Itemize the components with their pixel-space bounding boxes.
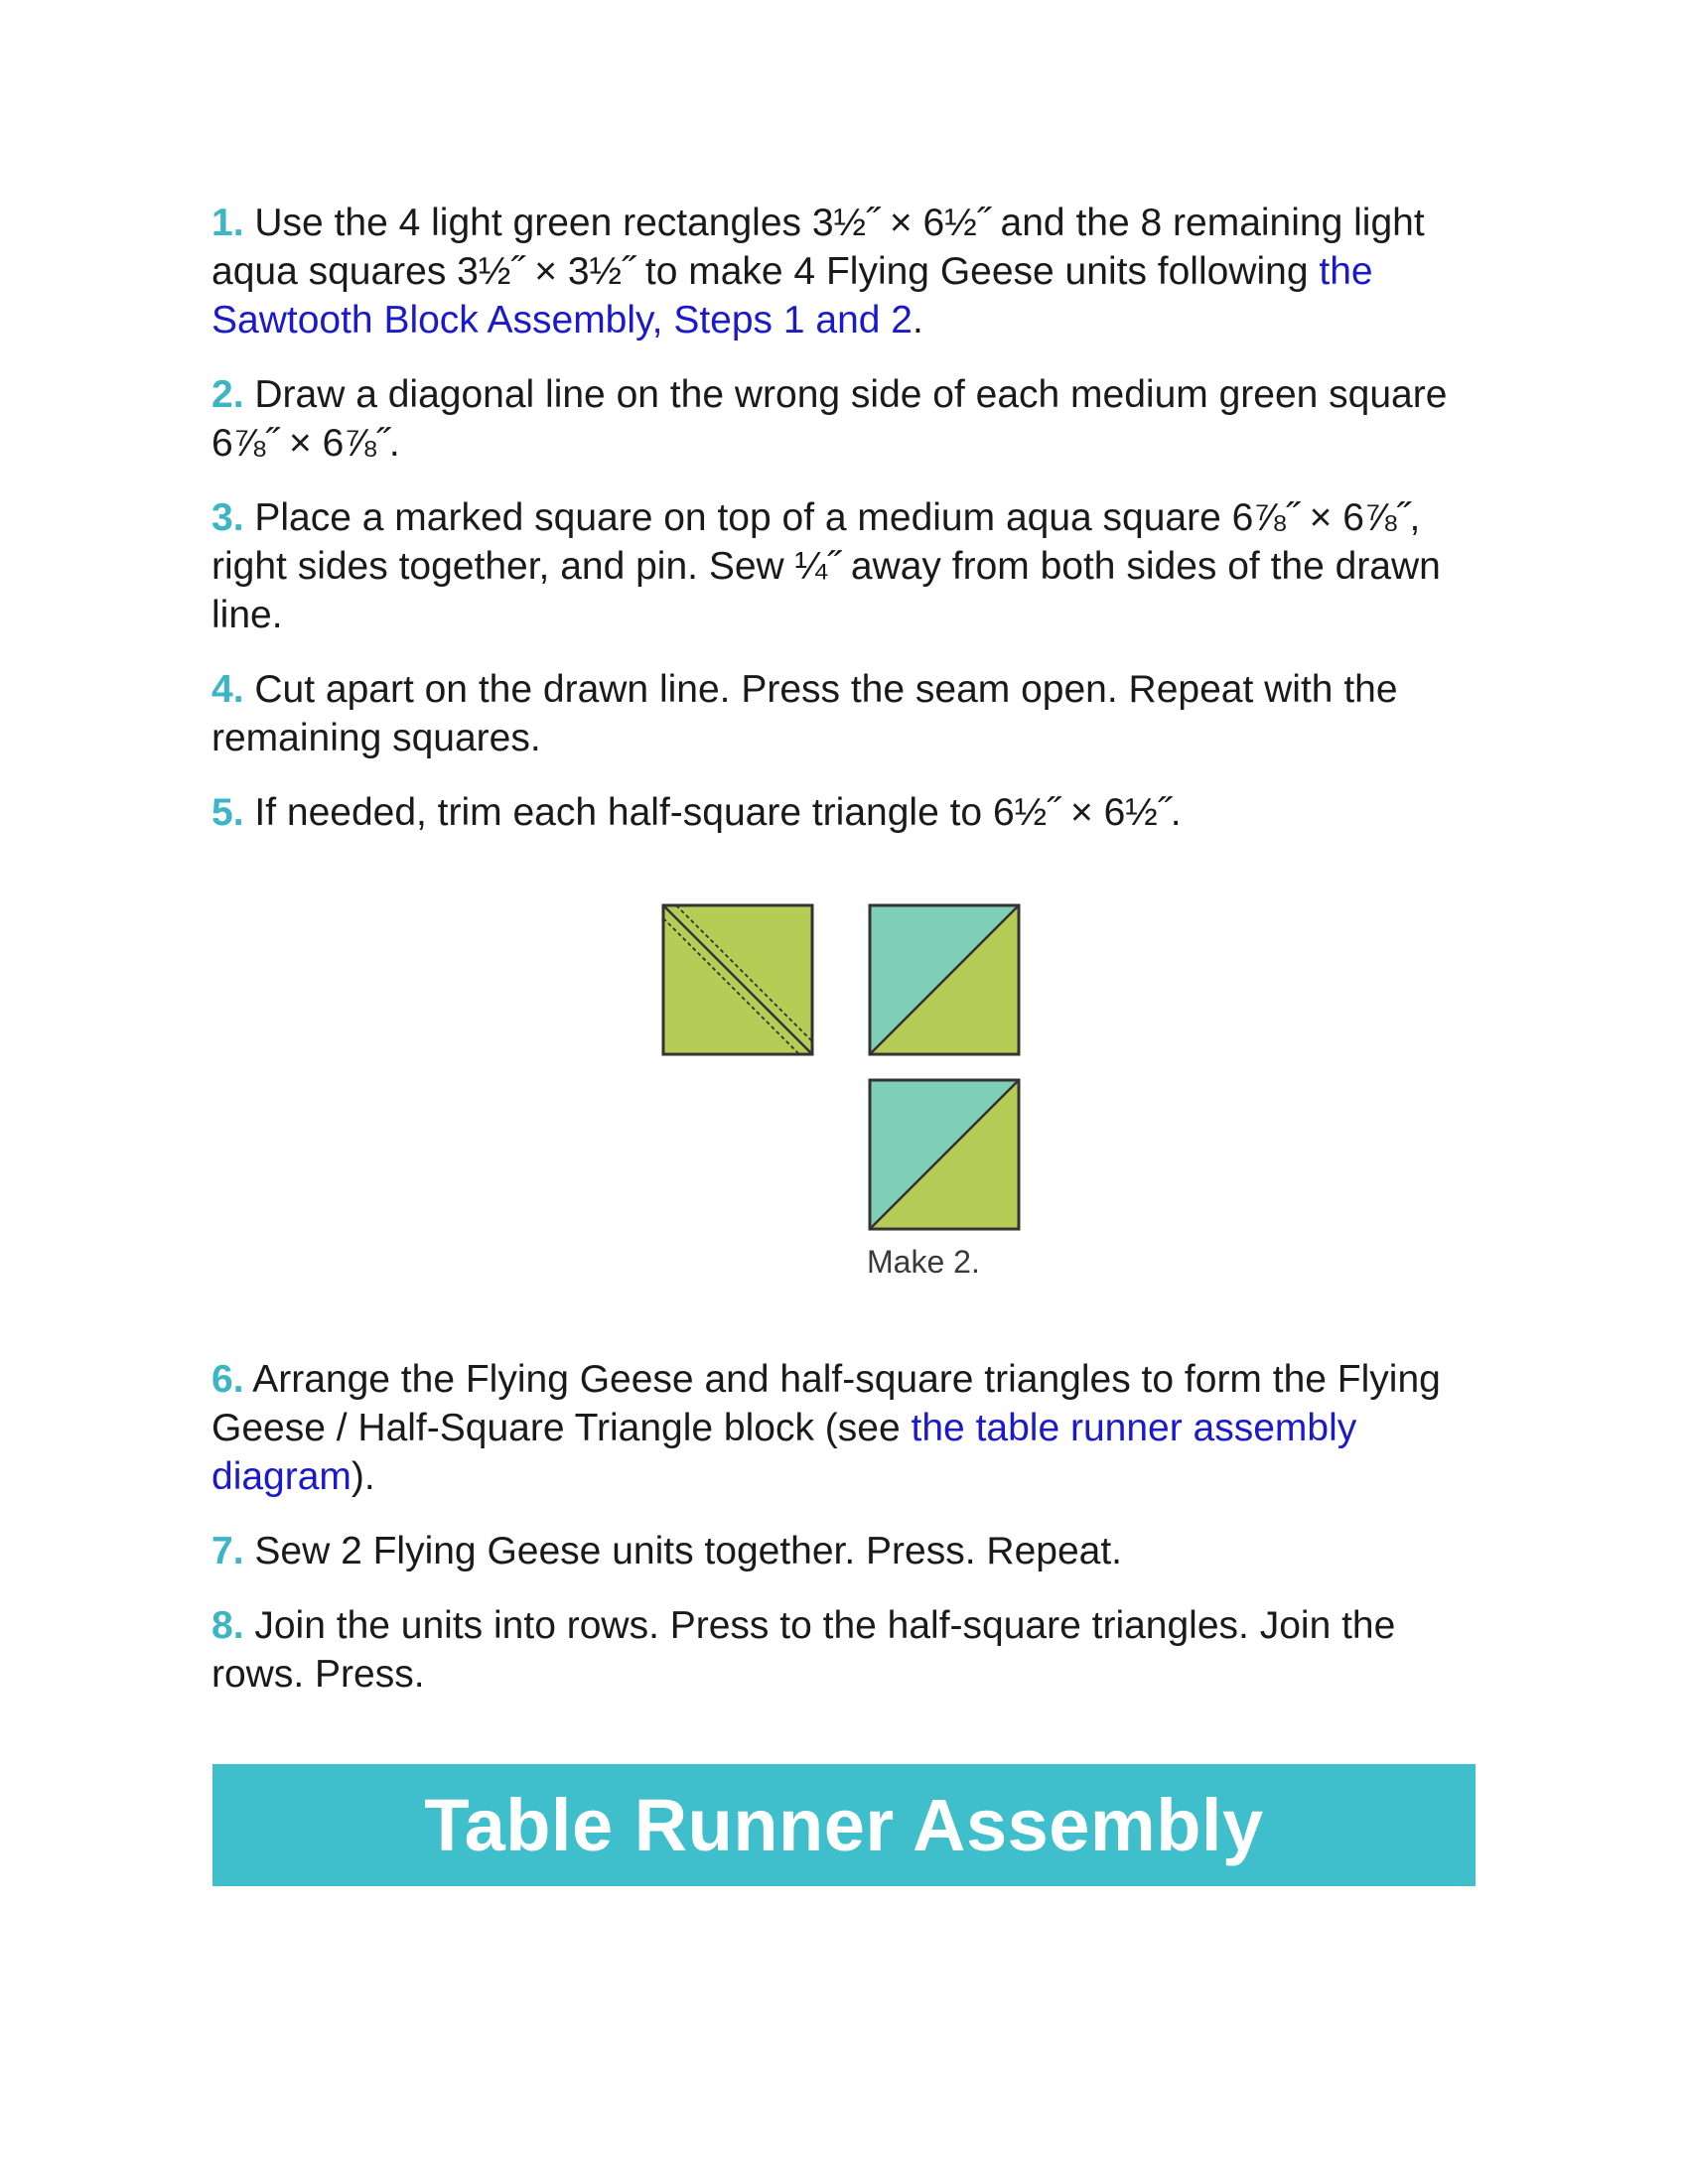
step-number: 6. bbox=[211, 1358, 244, 1401]
figure-caption: Make 2. bbox=[867, 1244, 980, 1280]
step-text: Arrange the Flying Geese and half-square triangles to form the Flying Geese / Half-Square Triangle block (see bbox=[211, 1358, 1441, 1449]
step-text: Draw a diagonal line on the wrong side of each medium green square 6⅞˝ × 6⅞˝. bbox=[211, 373, 1448, 465]
step-5 bbox=[211, 788, 1482, 837]
step-text: Join the units into rows. Press to the half-square triangles. Join the rows. Press. bbox=[211, 1604, 1396, 1696]
marked-green-square bbox=[663, 905, 812, 1054]
step-number: 3. bbox=[211, 496, 244, 539]
step-text-end: ). bbox=[351, 1455, 375, 1498]
section-title: Table Runner Assembly bbox=[424, 1784, 1264, 1866]
step-7 bbox=[211, 1527, 1482, 1575]
step-text: Use the 4 light green rectangles 3½˝ × 6½˝ and the 8 remaining light aqua squares 3½˝ × 3½˝ to make 4 Flying Geese units following bbox=[211, 202, 1425, 293]
instructions-bottom bbox=[211, 1355, 1482, 1724]
step-text: Place a marked square on top of a medium aqua square 6⅞˝ × 6⅞˝, right sides together, and pin. Sew ¼˝ away from both sides of the drawn line. bbox=[211, 496, 1441, 636]
hst-unit-top bbox=[870, 905, 1019, 1054]
step-8 bbox=[211, 1601, 1482, 1699]
step-number: 2. bbox=[211, 373, 244, 416]
hst-unit-bottom bbox=[870, 1080, 1019, 1229]
step-4 bbox=[211, 665, 1482, 762]
instructions-top bbox=[211, 199, 1482, 863]
step-6 bbox=[211, 1355, 1482, 1501]
step-number: 5. bbox=[211, 791, 244, 834]
step-3 bbox=[211, 493, 1482, 639]
section-banner bbox=[212, 1764, 1476, 1886]
assembly-diagram-link[interactable]: the table runner assembly diagram bbox=[211, 1407, 1357, 1498]
sawtooth-assembly-link[interactable]: the Sawtooth Block Assembly, Steps 1 and 2 bbox=[211, 250, 1373, 341]
step-number: 1. bbox=[211, 202, 244, 244]
step-text: If needed, trim each half-square triangle to 6½˝ × 6½˝. bbox=[243, 791, 1182, 834]
step-1 bbox=[211, 199, 1482, 344]
step-2 bbox=[211, 370, 1482, 468]
step-text: Sew 2 Flying Geese units together. Press. Repeat. bbox=[243, 1530, 1123, 1572]
step-text: Cut apart on the drawn line. Press the seam open. Repeat with the remaining squares. bbox=[211, 668, 1398, 759]
step-number: 7. bbox=[211, 1530, 244, 1572]
step-number: 8. bbox=[211, 1604, 244, 1647]
step-number: 4. bbox=[211, 668, 244, 711]
step-text-end: . bbox=[913, 299, 923, 341]
